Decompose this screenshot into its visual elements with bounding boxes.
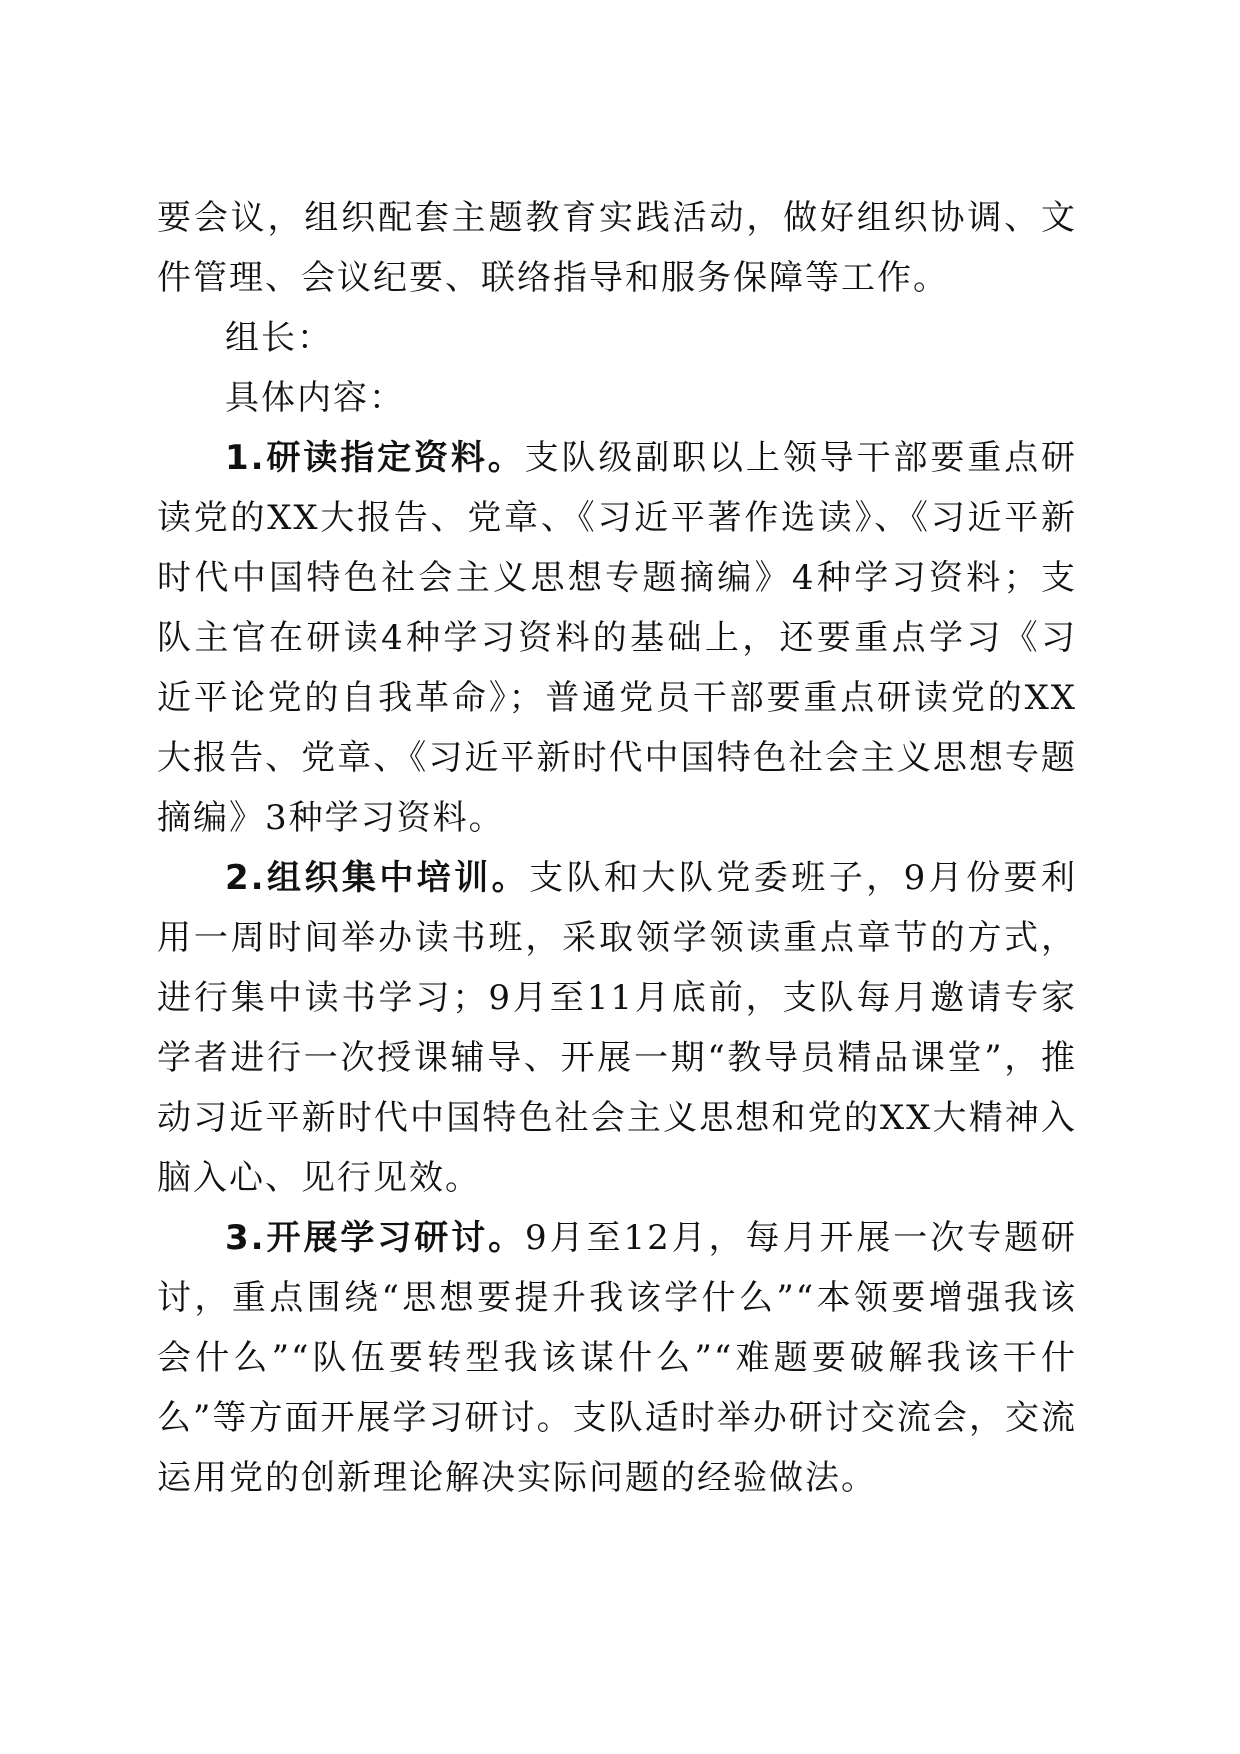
document-body bbox=[157, 188, 1077, 1508]
item-body-3: 9月至12月，每月开展一次专题研讨，重点围绕“思想要提升我该学什么”“本领要增强我该会什么”“队伍要转型我该谋什么”“难题要破解我该干什么”等方面开展学习研讨。支队适时举办研讨交流会，交流运用党的创新理论解决实际问题的经验做法。 bbox=[157, 1218, 1077, 1498]
item-paragraph-3 bbox=[157, 1208, 1077, 1508]
item-heading-1: 1.研读指定资料。 bbox=[225, 438, 525, 478]
item-heading-2: 2.组织集中培训。 bbox=[225, 858, 530, 898]
item-body-1: 支队级副职以上领导干部要重点研读党的XX大报告、党章、《习近平著作选读》、《习近平新时代中国特色社会主义思想专题摘编》4种学习资料；支队主官在研读4种学习资料的基础上，还要重点学习《习近平论党的自我革命》；普通党员干部要重点研读党的XX大报告、党章、《习近平新时代中国特色社会主义思想专题摘编》3种学习资料。 bbox=[157, 438, 1077, 838]
item-heading-3: 3.开展学习研讨。 bbox=[225, 1218, 526, 1258]
leader-label: 组长： bbox=[225, 318, 333, 358]
item-paragraph-1 bbox=[157, 428, 1077, 848]
item-paragraph-2 bbox=[157, 848, 1077, 1208]
item-body-2: 支队和大队党委班子，9月份要利用一周时间举办读书班，采取领学领读重点章节的方式，进行集中读书学习；9月至11月底前，支队每月邀请专家学者进行一次授课辅导、开展一期“教导员精品课堂”，推动习近平新时代中国特色社会主义思想和党的XX大精神入脑入心、见行见效。 bbox=[157, 858, 1077, 1198]
content-label: 具体内容： bbox=[225, 378, 405, 418]
continuation-paragraph: 要会议，组织配套主题教育实践活动，做好组织协调、文件管理、会议纪要、联络指导和服务保障等工作。 bbox=[157, 198, 1077, 298]
